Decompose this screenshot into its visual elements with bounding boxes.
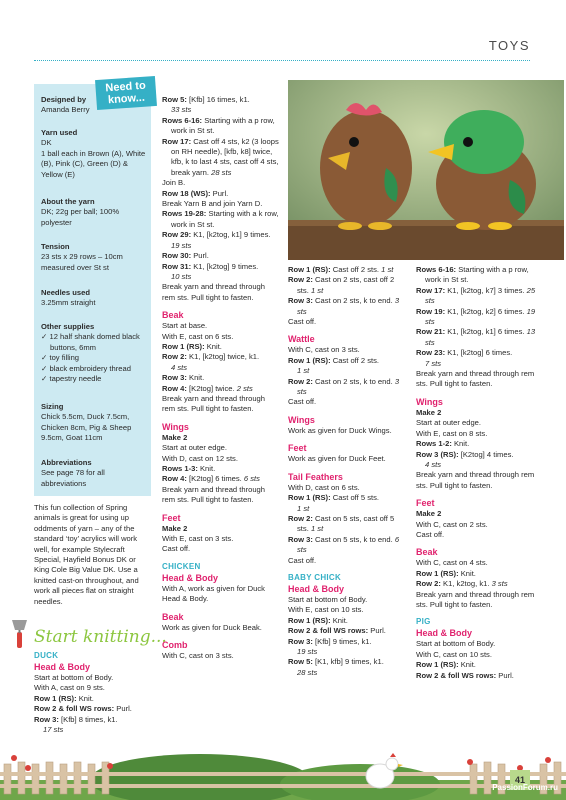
garden-fence-illustration — [0, 740, 566, 800]
pig-heading: PIG — [416, 617, 431, 627]
duck-instructions — [34, 650, 152, 735]
beak-heading: Beak — [162, 310, 184, 321]
instruction-line: Break yarn and thread through rem sts. Pull tight to fasten. — [416, 589, 535, 609]
instruction-line: Rows 6-16: Starting with a p row, work in St st. — [416, 265, 529, 285]
baby-chick-heading: BABY CHICK — [288, 572, 342, 582]
yarn-used-detail: 1 ball each in Brown (A), White (B), Pink (C), Green (D) & Yellow (E) — [41, 148, 146, 179]
watermark: PassionForum.ru — [492, 783, 558, 792]
instruction-line: Row 3: Knit. — [162, 373, 205, 383]
about-yarn-value: DK; 22g per ball; 100% polyester — [41, 207, 120, 227]
about-yarn-section — [41, 197, 151, 228]
instruction-line: Work as given for Duck Wings. — [288, 425, 392, 435]
supplies-section — [41, 322, 151, 384]
abbreviations-section — [41, 458, 151, 489]
needles-section — [41, 288, 151, 309]
instruction-line: Row 2: Cast on 2 sts, cast off 2 sts. 1 st — [288, 275, 395, 295]
wings-heading: Wings — [288, 414, 315, 425]
yarn-used-value: DK — [41, 138, 52, 148]
instruction-line: Row 1 (RS): Knit. — [416, 660, 476, 670]
abbreviations-value: See page 78 for all abbreviations — [41, 468, 105, 488]
designed-by-section — [41, 95, 151, 116]
wattle-heading: Wattle — [288, 334, 315, 345]
instruction-line: Break yarn and thread through rem sts. Pull tight to fasten. — [162, 393, 266, 414]
instruction-line: Row 21: K1, [k2tog, k1] 6 times. 13 sts — [416, 327, 536, 347]
instruction-line: Start at outer edge. — [162, 443, 228, 453]
instruction-line: Row 2 & foll WS rows: Purl. — [34, 704, 132, 714]
instruction-line: With D, cast on 12 sts. — [162, 453, 238, 463]
yarn-used-heading: Yarn used — [41, 128, 78, 137]
instruction-line: With E, cast on 10 sts. — [288, 605, 364, 615]
instruction-line: Row 23: K1, [k2tog] 6 times. 7 sts — [416, 348, 513, 368]
instruction-line: Row 3: [Kfb] 8 times, k1. 17 sts — [34, 714, 118, 735]
feet-heading: Feet — [416, 498, 435, 509]
make-2-label: Make 2 — [416, 407, 442, 417]
instruction-line: Row 18 (WS): Purl. — [162, 188, 229, 198]
feet-heading: Feet — [162, 512, 181, 523]
instruction-line: With C, cast on 4 sts. — [416, 558, 488, 568]
abbreviations-heading: Abbreviations — [41, 458, 92, 467]
instruction-line: Row 1 (RS): Knit. — [34, 693, 94, 703]
instruction-line: Row 1 (RS): Cast off 2 sts. 1 st — [288, 355, 380, 376]
instruction-line: Start at bottom of Body. — [416, 639, 496, 649]
instruction-line: With E, cast on 3 sts. — [162, 534, 234, 544]
instruction-line: Row 3: Cast on 2 sts, k to end. 3 sts — [288, 296, 400, 316]
instruction-line: Rows 1-3: Knit. — [162, 464, 216, 473]
instruction-line: Row 1 (RS): Cast off 2 sts. 1 st — [288, 265, 394, 274]
pig-head-body-heading: Head & Body — [416, 628, 473, 639]
intro-paragraph: This fun collection of Spring animals is great for using up oddments of yarn – any of the standard ‘toy’ acrylics will work well, for example Stylecraft Special, Hayfield Bonus DK or King Cole Big Value DK. Use a knitted cast-on throughout, and work all pieces flat on straight needles. — [34, 503, 139, 606]
baby-chick-head-body-heading: Head & Body — [288, 583, 345, 594]
header-rule — [34, 60, 530, 61]
make-2-label: Make 2 — [162, 432, 188, 442]
instruction-line: Work as given for Duck Beak. — [162, 622, 262, 632]
yarn-used-section — [41, 128, 151, 180]
instruction-line: Row 3: [Kfb] 9 times, k1. 19 sts — [288, 636, 372, 656]
instruction-line: Row 4: [K2tog] twice. 2 sts — [162, 383, 253, 393]
duck-heading: DUCK — [34, 651, 59, 660]
needles-value: 3.25mm straight — [41, 298, 96, 308]
wings-heading: Wings — [162, 421, 189, 432]
instruction-line: Rows 19-28: Starting with a k row, work in St st. — [162, 209, 279, 229]
comb-heading: Comb — [162, 640, 188, 651]
page-number: 41 — [510, 770, 530, 790]
instruction-line: Row 1 (RS): Knit. — [162, 341, 222, 351]
chicken-head-body-heading: Head & Body — [162, 572, 219, 583]
chicken-heading: CHICKEN — [162, 561, 201, 571]
instruction-line: Row 2: K1, [k2tog] twice, k1. 4 sts — [162, 352, 260, 372]
instruction-line: Row 2: Cast on 2 sts, k to end. 3 sts — [288, 376, 400, 397]
instruction-line: Row 31: K1, [k2tog] 9 times. 10 sts — [162, 261, 259, 281]
section-tag: TOYS — [481, 38, 530, 53]
instruction-line: With E, cast on 8 sts. — [416, 428, 488, 438]
make-2-label: Make 2 — [416, 509, 442, 519]
instruction-line: Start at outer edge. — [416, 418, 482, 428]
sizing-value: Chick 5.5cm, Duck 7.5cm, Chicken 8cm, Pig & Sheep 9.5cm, Goat 11cm — [41, 412, 132, 443]
instruction-line: With C, cast on 3 sts. — [288, 345, 360, 355]
instruction-line: Row 1 (RS): Cast off 5 sts. 1 st — [288, 493, 380, 513]
instruction-line: Row 5: [Kfb] 16 times, k1. 33 sts — [162, 95, 250, 115]
column-4 — [416, 265, 536, 681]
instruction-line: Row 5: [K1, kfb] 9 times, k1. 28 sts — [288, 657, 384, 677]
column-3 — [288, 265, 408, 678]
duck-head-body-heading: Head & Body — [34, 662, 91, 672]
instruction-line: Row 3 (RS): [K2tog] 4 times. 4 sts — [416, 449, 514, 469]
instruction-line: Break yarn and thread through rem sts. Pull tight to fasten. — [416, 369, 535, 389]
instruction-line: With D, cast on 6 sts. — [288, 482, 360, 492]
instruction-line: Cast off. — [162, 544, 191, 554]
instruction-line: Cast off. — [288, 397, 317, 407]
instruction-line: Rows 1-2: Knit. — [416, 439, 470, 449]
instruction-line: Join B. — [162, 178, 186, 188]
make-2-label: Make 2 — [162, 523, 188, 533]
instruction-line: With A, cast on 9 sts. — [34, 683, 105, 693]
instruction-line: Row 4: [K2tog] 6 times. 6 sts — [162, 474, 260, 484]
instruction-line: Row 1 (RS): Knit. — [416, 568, 476, 578]
instruction-line: Row 2: K1, k2tog, k1. 3 sts — [416, 579, 508, 589]
need-to-know-badge: Need to know... — [95, 76, 157, 110]
instruction-line: Start at bottom of Body. — [34, 673, 114, 682]
instruction-line: Break Yarn B and join Yarn D. — [162, 199, 263, 209]
wings-heading: Wings — [416, 396, 443, 407]
about-yarn-heading: About the yarn — [41, 197, 95, 206]
instruction-line: Row 17: K1, [k2tog, k7] 3 times. 25 sts — [416, 285, 536, 306]
supply-item: ✓ black embroidery thread — [41, 363, 131, 373]
sizing-section — [41, 402, 151, 444]
instruction-line: Rows 6-16: Starting with a p row, work in St st. — [162, 115, 275, 136]
tension-heading: Tension — [41, 242, 70, 251]
instruction-line: With C, cast on 2 sts. — [416, 519, 488, 529]
instruction-line: Row 30: Purl. — [162, 251, 209, 261]
instruction-line: Row 17: Cast off 4 sts, k2 (3 loops on RH needle), [kfb, k8] twice, kfb, k to last 4 sts, cast off 4 sts, break yarn. 28 sts — [162, 136, 279, 177]
chicken-beak-heading: Beak — [162, 611, 184, 622]
trowel-icon — [6, 618, 34, 652]
beak-heading: Beak — [416, 547, 438, 558]
supply-item: ✓ tapestry needle — [41, 374, 102, 384]
tail-feathers-heading: Tail Feathers — [288, 471, 343, 482]
designed-by-heading: Designed by — [41, 95, 87, 104]
instruction-line: Row 1 (RS): Knit. — [288, 615, 348, 625]
instruction-line: Break yarn and thread through rem sts. Pull tight to fasten. — [416, 470, 535, 490]
instruction-line: Row 2 & foll WS rows: Purl. — [416, 670, 514, 680]
sizing-heading: Sizing — [41, 402, 64, 411]
tension-section — [41, 242, 151, 273]
needles-heading: Needles used — [41, 288, 90, 297]
instruction-line: With C, cast on 3 sts. — [162, 651, 234, 661]
instruction-line: Row 3: Cast on 5 sts, k to end. 6 sts — [288, 534, 400, 555]
instruction-line: Cast off. — [288, 555, 317, 565]
instruction-line: Start at base. — [162, 321, 208, 331]
instruction-line: Cast off. — [416, 529, 445, 539]
instruction-line: Row 2: Cast on 5 sts, cast off 5 sts. 1 st — [288, 513, 395, 534]
instruction-line: Work as given for Duck Feet. — [288, 454, 386, 464]
instruction-line: Break yarn and thread through rem sts. Pull tight to fasten. — [162, 282, 266, 302]
start-knitting-heading: Start knitting... — [34, 627, 167, 647]
instruction-line: With E, cast on 6 sts. — [162, 331, 234, 341]
knitted-toys-photo — [288, 80, 564, 260]
supply-item: ✓ 12 half shank domed black buttons, 6mm — [41, 332, 140, 352]
instruction-line: Row 29: K1, [k2tog, k1] 9 times. 19 sts — [162, 230, 271, 250]
instruction-line: Break yarn and thread through rem sts. Pull tight to fasten. — [162, 484, 266, 505]
supplies-heading: Other supplies — [41, 322, 95, 331]
designed-by-value: Amanda Berry — [41, 105, 90, 115]
instruction-line: Row 19: K1, [k2tog, k2] 6 times. 19 sts — [416, 306, 536, 327]
instruction-line: With C, cast on 10 sts. — [416, 649, 492, 659]
instruction-line: Cast off. — [288, 317, 317, 327]
supply-item: ✓ toy filling — [41, 353, 80, 363]
tension-value: 23 sts x 29 rows – 10cm measured over St st — [41, 252, 123, 272]
instruction-line: With A, work as given for Duck Head & Body. — [162, 583, 265, 604]
feet-heading: Feet — [288, 443, 307, 454]
instruction-line: Row 2 & foll WS rows: Purl. — [288, 626, 386, 636]
column-2 — [162, 95, 280, 661]
instruction-line: Start at bottom of Body. — [288, 594, 368, 604]
